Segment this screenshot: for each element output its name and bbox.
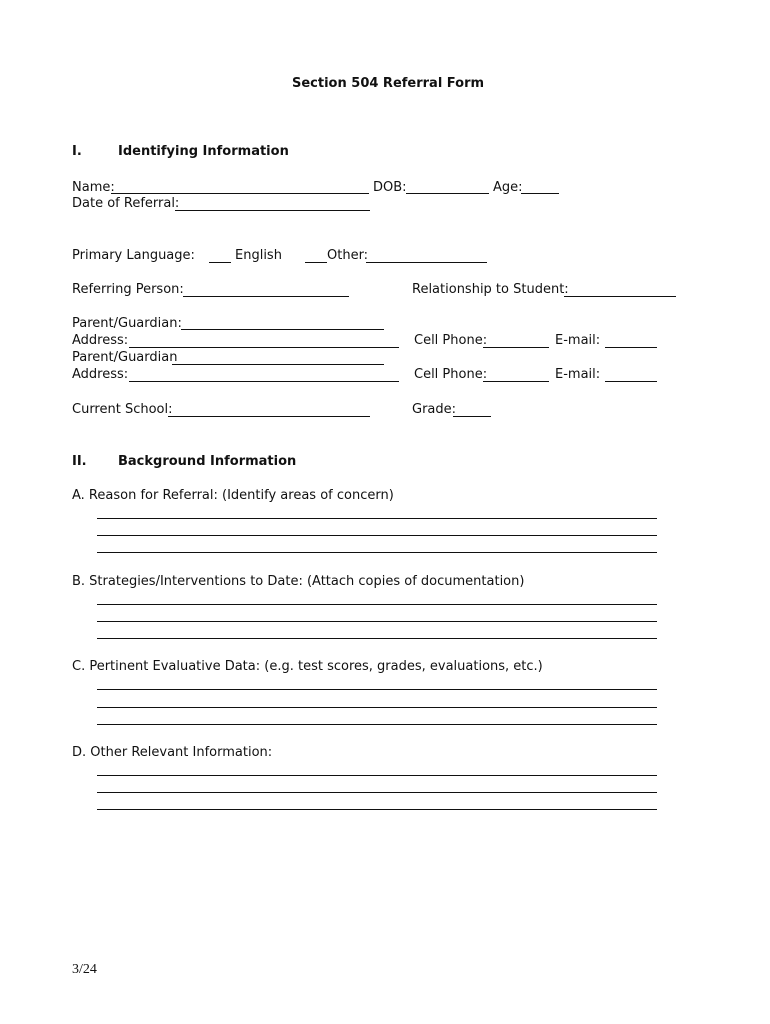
- grade-field[interactable]: [453, 416, 491, 417]
- english-option: English: [235, 248, 282, 263]
- item-c-label: C. Pertinent Evaluative Data: (e.g. test scores, grades, evaluations, etc.): [72, 659, 543, 674]
- item-a-line-2[interactable]: [97, 535, 657, 536]
- english-blank[interactable]: [209, 262, 231, 263]
- item-a-line-1[interactable]: [97, 518, 657, 519]
- parent1-label: Parent/Guardian:: [72, 316, 182, 331]
- cell1-label: Cell Phone:: [414, 333, 488, 348]
- item-d-label: D. Other Relevant Information:: [72, 745, 273, 760]
- cell2-label: Cell Phone:: [414, 367, 488, 382]
- item-d-line-2[interactable]: [97, 792, 657, 793]
- parent2-field[interactable]: [172, 364, 384, 365]
- item-d-line-1[interactable]: [97, 775, 657, 776]
- email1-field[interactable]: [605, 347, 657, 348]
- referring-person-label: Referring Person:: [72, 282, 184, 297]
- email2-field[interactable]: [605, 381, 657, 382]
- age-label: Age:: [493, 180, 523, 195]
- item-b-label: B. Strategies/Interventions to Date: (Attach copies of documentation): [72, 574, 525, 589]
- parent2-label: Parent/Guardian: [72, 350, 178, 365]
- item-c-line-2[interactable]: [97, 707, 657, 708]
- item-b-line-1[interactable]: [97, 604, 657, 605]
- cell2-field[interactable]: [483, 381, 549, 382]
- section1-heading: Identifying Information: [118, 144, 289, 159]
- page-code: 3/24: [72, 962, 97, 977]
- section1-number: I.: [72, 144, 82, 159]
- primary-language-label: Primary Language:: [72, 248, 195, 263]
- referral-date-label: Date of Referral:: [72, 196, 180, 211]
- name-field[interactable]: [111, 193, 369, 194]
- age-field[interactable]: [521, 193, 559, 194]
- item-b-line-3[interactable]: [97, 638, 657, 639]
- relationship-field[interactable]: [564, 296, 676, 297]
- referring-person-field[interactable]: [183, 296, 349, 297]
- school-field[interactable]: [168, 416, 370, 417]
- email2-label: E-mail:: [555, 367, 601, 382]
- item-b-line-2[interactable]: [97, 621, 657, 622]
- other-language-field[interactable]: [366, 262, 487, 263]
- item-c-line-1[interactable]: [97, 689, 657, 690]
- grade-label: Grade:: [412, 402, 457, 417]
- school-label: Current School:: [72, 402, 173, 417]
- section2-heading: Background Information: [118, 454, 297, 469]
- other-blank[interactable]: [305, 262, 327, 263]
- referral-date-field[interactable]: [175, 210, 370, 211]
- dob-field[interactable]: [406, 193, 489, 194]
- parent1-field[interactable]: [181, 329, 384, 330]
- other-option: Other:: [327, 248, 369, 263]
- item-a-line-3[interactable]: [97, 552, 657, 553]
- address2-label: Address:: [72, 367, 129, 382]
- name-label: Name:: [72, 180, 115, 195]
- relationship-label: Relationship to Student:: [412, 282, 569, 297]
- item-a-label: A. Reason for Referral: (Identify areas of concern): [72, 488, 394, 503]
- address1-label: Address:: [72, 333, 129, 348]
- cell1-field[interactable]: [483, 347, 549, 348]
- section2-number: II.: [72, 454, 87, 469]
- address1-field[interactable]: [129, 347, 399, 348]
- address2-field[interactable]: [129, 381, 399, 382]
- item-d-line-3[interactable]: [97, 809, 657, 810]
- email1-label: E-mail:: [555, 333, 601, 348]
- item-c-line-3[interactable]: [97, 724, 657, 725]
- dob-label: DOB:: [373, 180, 407, 195]
- form-title: Section 504 Referral Form: [292, 76, 485, 91]
